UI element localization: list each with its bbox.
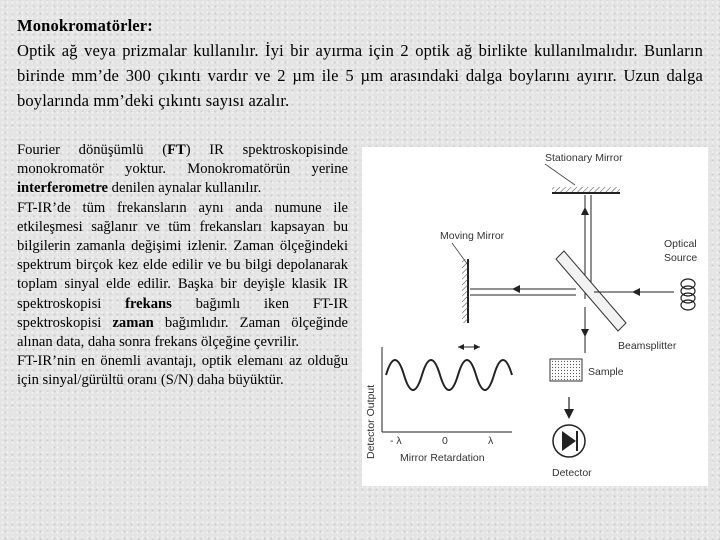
paragraph-ft-ir-intro — [17, 141, 348, 199]
label-beamsplitter: Beamsplitter — [618, 340, 677, 352]
text-run: Fourier dönüşümlü ( — [17, 142, 168, 158]
arrow-up-icon — [581, 207, 589, 215]
label-optical-source-1: Optical — [664, 238, 697, 250]
arrow-down-icon — [564, 409, 574, 419]
text-run: FT-IR’de tüm frekansların aynı anda numune ile etkileşmesi sağlanır ve tüm frekansları kapsayan bu bilgilerin zamanla değişimi izlenir. Zaman ölçeğindeki spektrum birçok kez elde edilir ve bu bilgi depolanarak toplam sinyal elde edilir. Başka bir deyişle klasik IR spektroskopisi — [17, 199, 348, 312]
bold-term-ft: FT — [167, 142, 186, 158]
bold-term-frekans: frekans — [125, 295, 172, 312]
diagram-svg — [362, 147, 708, 486]
arrow-right-icon — [474, 344, 480, 350]
interferogram-wave — [386, 360, 512, 390]
label-mirror-retardation: Mirror Retardation — [400, 452, 485, 464]
axis-label-lambda: λ — [488, 435, 494, 447]
sample-cell — [550, 359, 582, 381]
axis-label-minus-lambda: - λ — [390, 435, 402, 447]
leader-stationary-mirror — [545, 164, 575, 185]
arrow-left-icon — [512, 285, 520, 293]
bold-term-zaman: zaman — [112, 314, 154, 331]
label-sample: Sample — [588, 366, 624, 378]
arrow-down-icon — [581, 329, 589, 337]
text-run: bağımlıdır. Zaman ölçeğinde alınan data, daha sonra frekans ölçeğine çevrilir. — [17, 314, 349, 351]
section-title: Monokromatörler: — [17, 16, 153, 35]
label-detector-output: Detector Output — [365, 384, 377, 459]
bold-term-interferometre: interferometre — [17, 180, 109, 197]
intro-paragraph: Optik ağ veya prizmalar kullanılır. İyi bir ayırma için 2 optik ağ birlikte kullanılmalıdır. Bunların birinde mm’de 300 çıkıntı vardır ve 2 µm ile 5 µm arasındaki dalga boylarını ayırır. Uzun dalga boylarında mm’deki çıkıntı sayısı azalır. — [17, 41, 703, 110]
arrow-left-icon — [458, 344, 464, 350]
label-detector: Detector — [552, 467, 592, 479]
label-moving-mirror: Moving Mirror — [440, 230, 505, 242]
interferometer-diagram — [362, 147, 708, 486]
label-stationary-mirror: Stationary Mirror — [545, 152, 623, 164]
text-run: ) IR spektroskopisinde monokromatör yoktur. Monokromatörün yerine — [17, 142, 348, 178]
text-run: denilen aynalar kullanılır. — [108, 180, 262, 197]
moving-mirror-hatch — [462, 259, 468, 323]
axis-label-zero: 0 — [442, 435, 448, 447]
paragraph-ft-ir-principle — [17, 199, 348, 353]
arrow-left-icon — [632, 288, 640, 296]
text-run: bağımlı iken FT-IR spektroskopisi — [17, 295, 349, 331]
paragraph-ft-ir-advantage: FT-IR’nin en önemli avantajı, optik elemanı az olduğu için sinyal/gürültü oranı (S/N) daha büyüktür. — [17, 353, 348, 389]
body-text-column — [17, 141, 348, 391]
optical-source-coil-icon — [681, 279, 695, 310]
label-optical-source-2: Source — [664, 252, 698, 264]
header-block — [17, 13, 703, 113]
